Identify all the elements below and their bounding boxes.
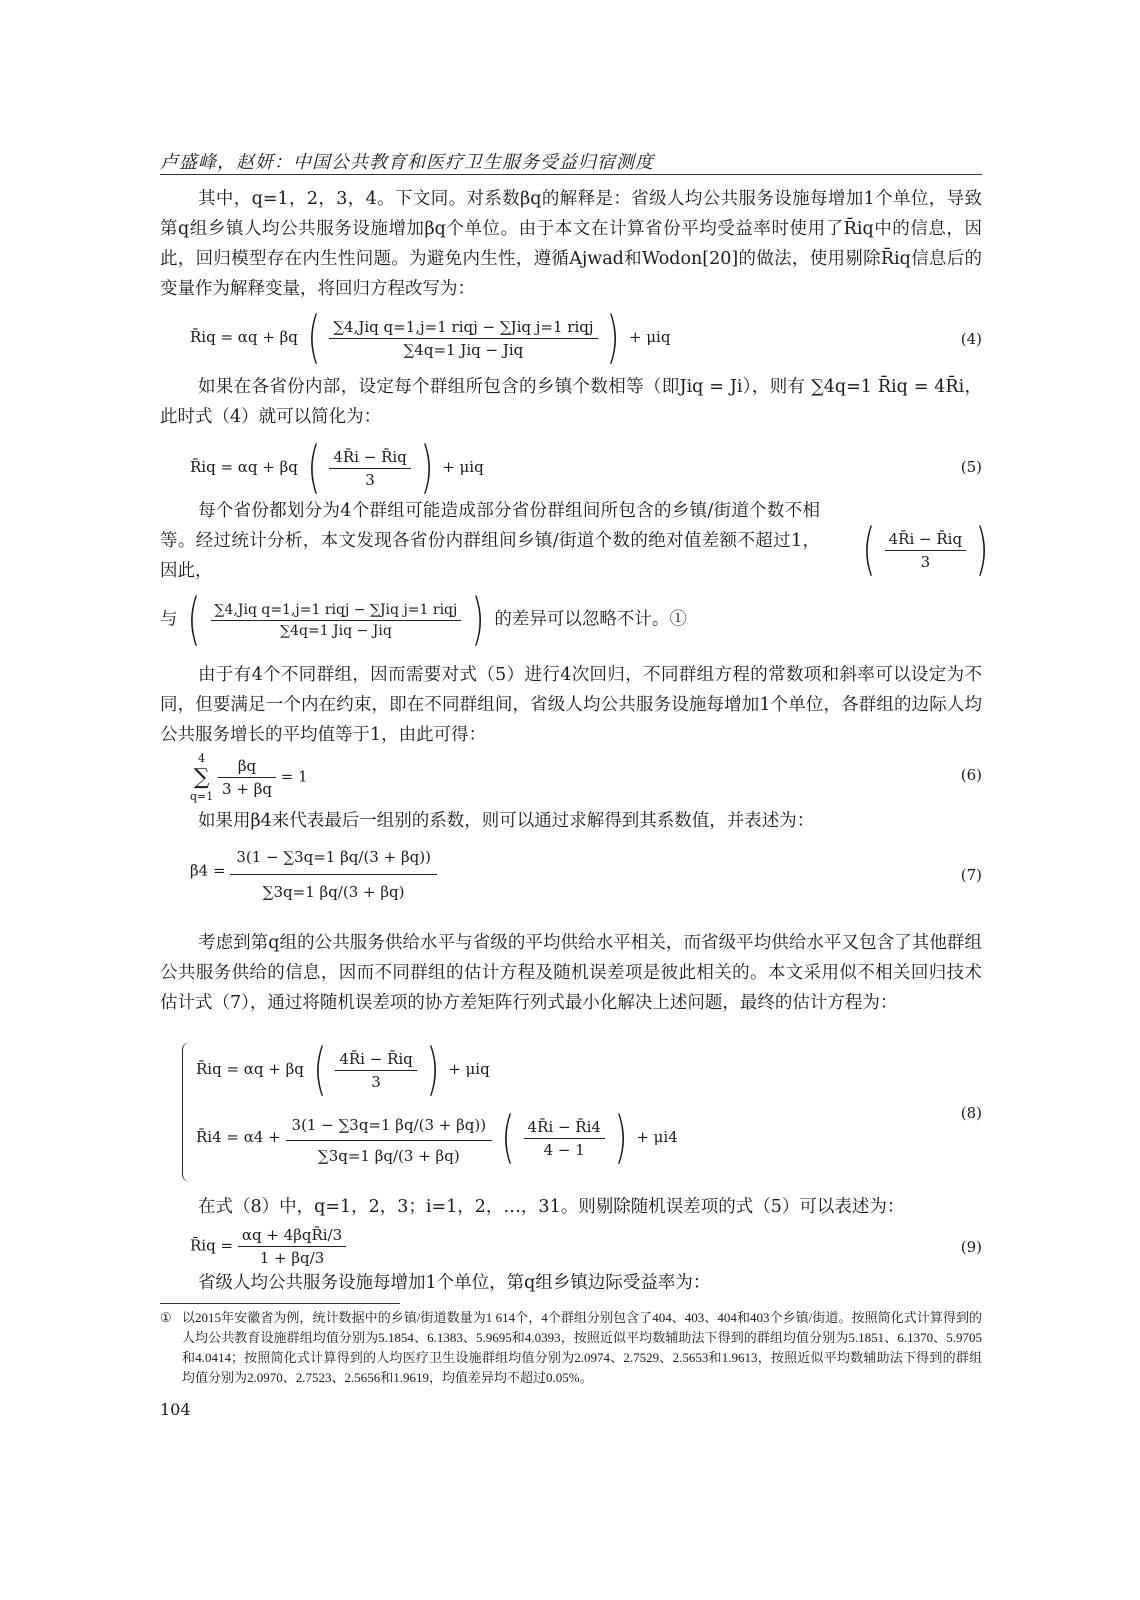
footnote-mark: ① (160, 1310, 172, 1325)
paragraph-5: 如果用β4来代表最后一组别的系数，则可以通过求解得到其系数值，并表述为： (198, 811, 815, 831)
paragraph-3-tail: 的差异可以忽略不计。① (494, 609, 687, 630)
equation-8-line-1: R̄iq = αq + βq ( $\frac{4R̄i - R̄iq}{3}$ ) + μiq (196, 1037, 490, 1102)
eq5-number: (5) (960, 458, 982, 476)
eq7-denominator: ∑3q=1 βq/(3 + βq) (262, 883, 405, 901)
equation-4: R̄iq = αq + βq ( $\frac{\text{∑4,Jiq q=1,j=1 riqj − ∑Jiq j=1 riqj}}{\text{∑4q=1 Jiq − Jiq}}$ ) + μiq (190, 305, 671, 370)
page-number: 104 (160, 1400, 191, 1419)
equation-7: β4 = $\frac{3(1 - \sum 3q=1 \beta q/(3 + \beta q))}{\sum 3q=1 \beta q/(3 + \beta q)}$ (190, 842, 437, 901)
inline-fraction-1: ( $\frac{4R̄i - R̄iq}{3}$ ) (862, 517, 989, 582)
paragraph-2: 如果在各省份内部，设定每个群组所包含的乡镇个数相等（即Jiq = Ji），则有 ∑4q=1 R̄iq = 4R̄i，此时式（4）就可以简化为： (160, 377, 982, 427)
eq8-number: (8) (960, 1104, 982, 1122)
equation-8-brace (182, 1042, 193, 1182)
eq5-denominator: 3 (365, 470, 375, 489)
eq7-numerator: 3(1 − ∑3q=1 βq/(3 + βq)) (230, 842, 437, 875)
inline2-numerator: ∑4,Jiq q=1,j=1 riqj − ∑Jiq j=1 riqj (211, 602, 462, 621)
eq4-number: (4) (960, 330, 982, 348)
equation-6: 4 ∑ q=1 $\frac{\beta q}{3 + \beta q}$ = 1 (190, 752, 308, 803)
inline2-denominator: ∑4q=1 Jiq − Jiq (280, 622, 392, 639)
inline-fraction-2: 与 ( $\frac{\text{∑4,Jiq q=1,j=1 riqj − ∑Jiq j=1 riqj}}{\text{∑4q=1 Jiq − Jiq}}$ ) 的差异可以忽略不计。① (160, 587, 687, 652)
inline-frac-denominator: 3 (920, 552, 931, 571)
paragraph-6: 考虑到第q组的公共服务供给水平与省级的平均供给水平相关，而省级平均供给水平又包含了其他群组公共服务供给的信息，因而不同群组的估计方程及随机误差项是彼此相关的。本文采用似不相关回归技术估计式（7），通过将随机误差项的协方差矩阵行列式最小化解决上述问题，最终的估计方程为： (160, 933, 982, 1013)
paragraph-3: 每个省份都划分为4个群组可能造成部分省份群组间所包含的乡镇/街道个数不相等。经过统计分析，本文发现各省份内群组间乡镇/街道个数的绝对值差额不超过1，因此， (160, 501, 820, 581)
equation-8-line-2: R̄i4 = α4 + $\frac{3(1 - \sum 3q=1 \beta q/(3 + \beta q))}{\sum 3q=1 \beta q/(3 + \beta q)}$ ( $\frac{4R̄i - R̄i4}{4 - 1}$ ) + μi4 (196, 1105, 678, 1170)
eq4-numerator: ∑4,Jiq q=1,j=1 riqj − ∑Jiq j=1 riqj (329, 318, 597, 339)
inline-frac-numerator: 4R̄i − R̄iq (885, 530, 966, 551)
footnote-rule (160, 1303, 400, 1304)
footnote-text: 以2015年安徽省为例，统计数据中的乡镇/街道数量为1 614个，4个群组分别包含了404、403、404和403个乡镇/街道。按照简化式计算得到的人均公共教育设施群组均值分别为5.1854、6.1383、5.9695和4.0393，按照近似平均数辅助法下得到的群组均值分别为5.1851、6.1370、5.9705和4.0414；按照简化式计算得到的人均医疗卫生设施群组均值分别为2.0974、2.7529、2.5653和1.9613，按照近似平均数辅助法下得到的群组均值分别为2.0970、2.7523、2.5656和1.9619，均值差异均不超过0.05%。 (182, 1310, 982, 1385)
paragraph-1: 其中，q=1，2，3，4。下文同。对系数βq的解释是：省级人均公共服务设施每增加1个单位，导致第q组乡镇人均公共服务设施增加βq个单位。由于本文在计算省份平均受益率时使用了R̄iq中的信息，因此，回归模型存在内生性问题。为避免内生性，遵循Ajwad和Wodon[20]的做法，使用剔除R̄iq信息后的变量作为解释变量，将回归方程改写为： (160, 189, 982, 299)
paragraph-8: 省级人均公共服务设施每增加1个单位，第q组乡镇边际受益率为： (198, 1273, 711, 1293)
paragraph-4: 由于有4个不同群组，因而需要对式（5）进行4次回归，不同群组方程的常数项和斜率可以设定为不同，但要满足一个内在约束，即在不同群组间，省级人均公共服务设施每增加1个单位，各群组的边际人均公共服务增长的平均值等于1，由此可得： (160, 665, 982, 745)
eq4-lhs: R̄iq = αq + βq (190, 328, 298, 346)
running-header: 卢盛峰，赵妍：中国公共教育和医疗卫生服务受益归宿测度 (160, 152, 654, 173)
eq4-tail: + μiq (628, 328, 671, 346)
equation-9: R̄iq = $\frac{\text{αq + 4βqR̄i/3}}{1 + \beta q/3}$ (190, 1226, 346, 1267)
eq5-tail: + μiq (442, 458, 484, 476)
eq4-denominator: ∑4q=1 Jiq − Jiq (403, 340, 524, 359)
footnote (160, 1308, 982, 1388)
paragraph-7: 在式（8）中，q=1，2，3；i=1，2，…，31。则剔除随机误差项的式（5）可以表述为： (198, 1197, 905, 1217)
eq9-number: (9) (960, 1238, 982, 1256)
eq5-numerator: 4R̄i − R̄iq (329, 448, 410, 469)
equation-5: R̄iq = αq + βq ( $\frac{4R̄i - R̄iq}{3}$ ) + μiq (190, 435, 484, 500)
eq7-number: (7) (960, 866, 982, 884)
inline2-prefix: 与 (160, 609, 178, 630)
header-rule (160, 174, 982, 175)
eq5-lhs: R̄iq = αq + βq (190, 458, 298, 476)
eq6-number: (6) (960, 766, 982, 784)
